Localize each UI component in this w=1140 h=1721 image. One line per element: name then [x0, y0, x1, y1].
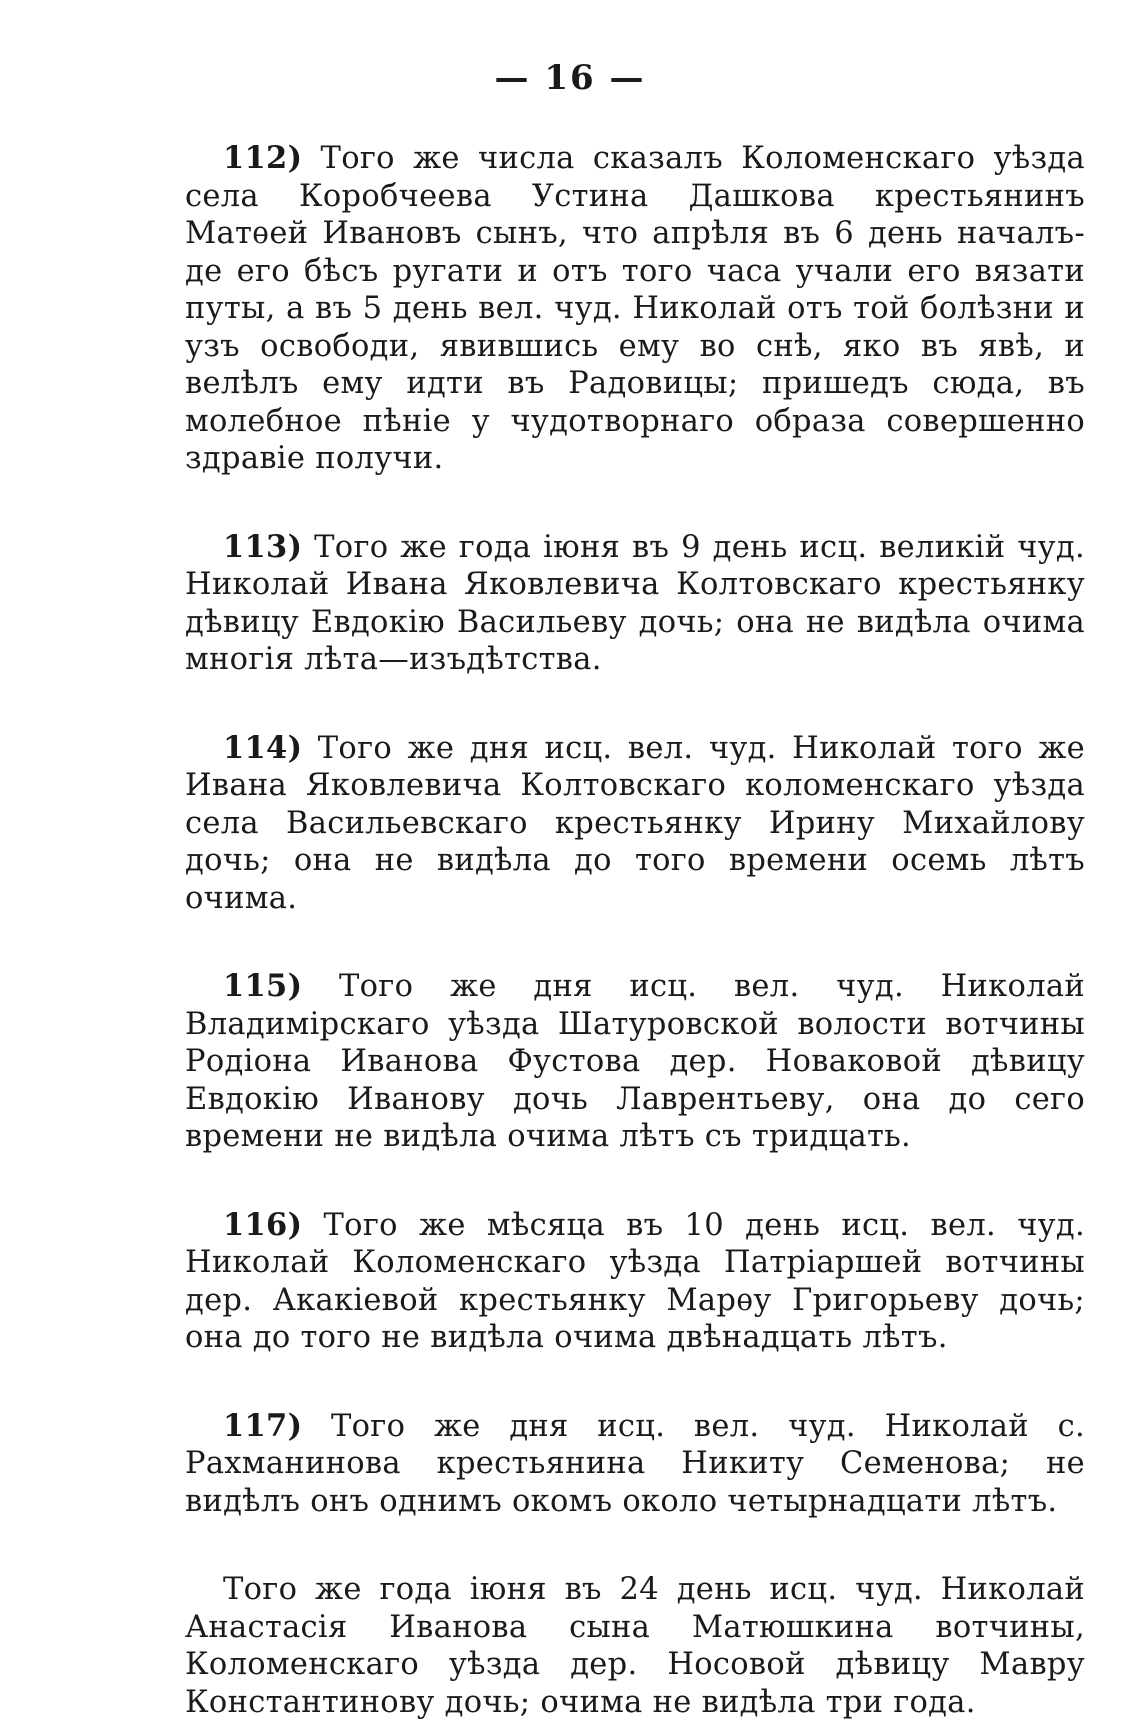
entry-number: 117) [223, 1407, 303, 1444]
entry-number: 112) [223, 140, 303, 176]
entry-text: Того же года іюня въ 24 день исц. чуд. Николай Анастасія Иванова сына Матюшкина вотчины, Коломенскаго уѣзда дер. Носовой дѣвицу Мавру Константинову дочь; очима не видѣла три года. [185, 1572, 1085, 1720]
entry-unnumbered [185, 1571, 1085, 1721]
page-number: — 16 — [494, 58, 646, 98]
entry-text: Того же мѣсяца въ 10 день исц. вел. чуд. Николай Коломенскаго уѣзда Патріаршей вотчины дер. Акакіевой крестьянку Марѳу Григорьеву дочь; она до того не видѣла очима двѣнадцать лѣтъ. [185, 1207, 1085, 1355]
entry-text: Того же числа сказалъ Коломенскаго уѣзда села Коробчеева Устина Дашкова крестьянинъ Матѳей Ивановъ сынъ, что апрѣля въ 6 день началъ-де его бѣсъ ругати и отъ того часа учали его вязати путы, а въ 5 день вел. чуд. Николай отъ той болѣзни и узъ освободи, явившись ему во снѣ, яко въ явѣ, и велѣлъ ему идти въ Радовицы; пришедъ сюда, въ молебное пѣніе у чудотворнаго образа совершенно здравіе получи. [185, 141, 1085, 476]
entry-number: 114) [223, 729, 303, 766]
page-content [185, 140, 1085, 1721]
entry-text: Того же дня исц. вел. чуд. Николай с. Рахманинова крестьянина Никиту Семенова; не видѣлъ онъ однимъ окомъ около четырнадцати лѣтъ. [185, 1408, 1085, 1519]
entry-text: Того же дня исц. вел. чуд. Николай Владимірскаго уѣзда Шатуровской волости вотчины Родіона Иванова Фустова дер. Новаковой дѣвицу Евдокію Иванову дочь Лаврентьеву, она до сего времени не видѣла очима лѣтъ съ тридцать. [185, 969, 1085, 1154]
entry-number: 116) [223, 1206, 303, 1243]
entry-number: 115) [223, 968, 303, 1004]
entry-116 [185, 1207, 1085, 1357]
entry-117 [185, 1408, 1085, 1521]
entry-text: Того же дня исц. вел. чуд. Николай того же Ивана Яковлевича Колтовскаго коломенскаго уѣзда села Васильевскаго крестьянку Ирину Михайлову дочь; она не видѣла до того времени осемь лѣтъ очима. [185, 730, 1085, 916]
entry-113 [185, 529, 1085, 679]
entry-114 [185, 730, 1085, 918]
entry-text: Того же года іюня въ 9 день исц. великій чуд. Николай Ивана Яковлевича Колтовскаго крестьянку дѣвицу Евдокію Васильеву дочь; она не видѣла очима многія лѣта—изъдѣтства. [185, 529, 1085, 677]
entry-number: 113) [223, 528, 303, 565]
entry-115 [185, 968, 1085, 1156]
entry-112 [185, 140, 1085, 478]
